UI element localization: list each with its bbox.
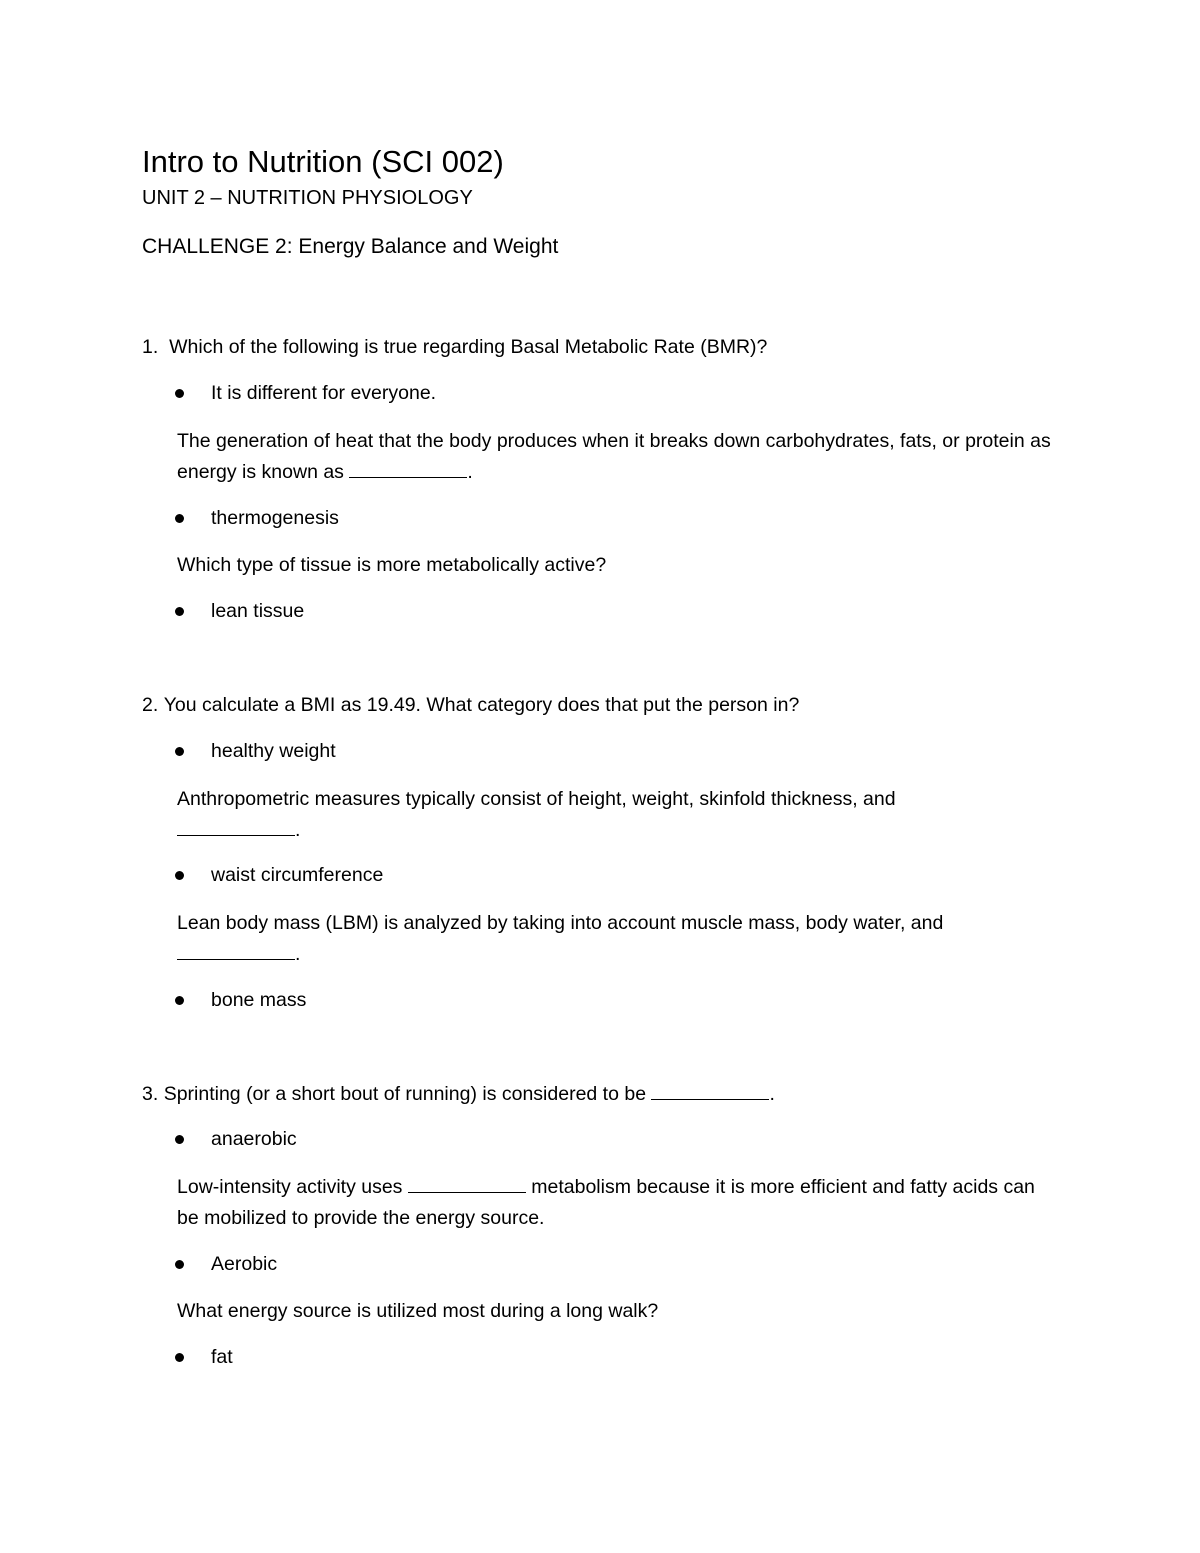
question-3c <box>177 1296 1057 1327</box>
question-3 <box>142 1079 1062 1110</box>
answer-text: lean tissue <box>211 600 305 622</box>
question-text: Which of the following is true regarding Basal Metabolic Rate (BMR)? <box>169 336 768 358</box>
bullet-icon <box>175 514 184 523</box>
question-text: Sprinting (or a short bout of running) is considered to be <box>163 1083 647 1105</box>
question-text: The generation of heat that the body produces when it breaks down carbohydrates, fats, or protein as energy is known as <box>177 430 1051 483</box>
answer-text: healthy weight <box>211 740 336 762</box>
question-number: 1. <box>142 336 159 358</box>
question-text: Which type of tissue is more metabolically active? <box>177 554 607 576</box>
fill-in-blank <box>408 1174 526 1193</box>
unit-heading: UNIT 2 – NUTRITION PHYSIOLOGY <box>142 187 473 209</box>
fill-in-blank <box>349 459 467 478</box>
question-text: You calculate a BMI as 19.49. What category does that put the person in? <box>163 694 800 716</box>
challenge-heading: CHALLENGE 2: Energy Balance and Weight <box>142 235 559 258</box>
answer-text: bone mass <box>211 989 307 1011</box>
answer-text: waist circumference <box>211 864 384 886</box>
question-text-after: metabolism because it is more efficient and fatty acids can be mobilized to provide the energy source. <box>177 1176 1035 1229</box>
fill-in-blank <box>177 817 295 836</box>
answer-item <box>175 737 336 765</box>
answer-text: fat <box>211 1346 233 1368</box>
question-1 <box>142 332 1062 363</box>
question-number: 2. <box>142 694 159 716</box>
question-text: Lean body mass (LBM) is analyzed by taking into account muscle mass, body water, and <box>177 912 944 934</box>
question-text-after: . <box>295 943 301 965</box>
question-2c <box>177 908 1057 970</box>
answer-item <box>175 861 383 889</box>
answer-text: Aerobic <box>211 1253 278 1275</box>
fill-in-blank <box>651 1081 769 1100</box>
answer-item <box>175 597 304 625</box>
question-1c <box>177 550 1057 581</box>
bullet-icon <box>175 1135 184 1144</box>
question-text-after: . <box>295 819 301 841</box>
bullet-icon <box>175 996 184 1005</box>
question-2b <box>177 784 1057 846</box>
bullet-icon <box>175 1353 184 1362</box>
bullet-icon <box>175 389 184 398</box>
answer-item <box>175 986 306 1014</box>
question-text: What energy source is utilized most during a long walk? <box>177 1300 659 1322</box>
question-number: 3. <box>142 1083 159 1105</box>
answer-item <box>175 379 436 407</box>
question-text-after: . <box>769 1083 775 1105</box>
question-3b <box>177 1172 1057 1234</box>
bullet-icon <box>175 871 184 880</box>
answer-item <box>175 1125 297 1153</box>
fill-in-blank <box>177 941 295 960</box>
bullet-icon <box>175 1260 184 1269</box>
question-text: Anthropometric measures typically consist of height, weight, skinfold thickness, and <box>177 788 896 810</box>
answer-item <box>175 1250 277 1278</box>
page-title: Intro to Nutrition (SCI 002) <box>142 144 504 179</box>
question-2 <box>142 690 1062 721</box>
question-text-after: . <box>467 461 473 483</box>
question-text: Low-intensity activity uses <box>177 1176 403 1198</box>
answer-text: thermogenesis <box>211 507 339 529</box>
answer-item <box>175 504 339 532</box>
answer-text: anaerobic <box>211 1128 297 1150</box>
bullet-icon <box>175 747 184 756</box>
answer-item <box>175 1343 233 1371</box>
bullet-icon <box>175 607 184 616</box>
question-1b <box>177 426 1057 488</box>
answer-text: It is different for everyone. <box>211 382 437 404</box>
